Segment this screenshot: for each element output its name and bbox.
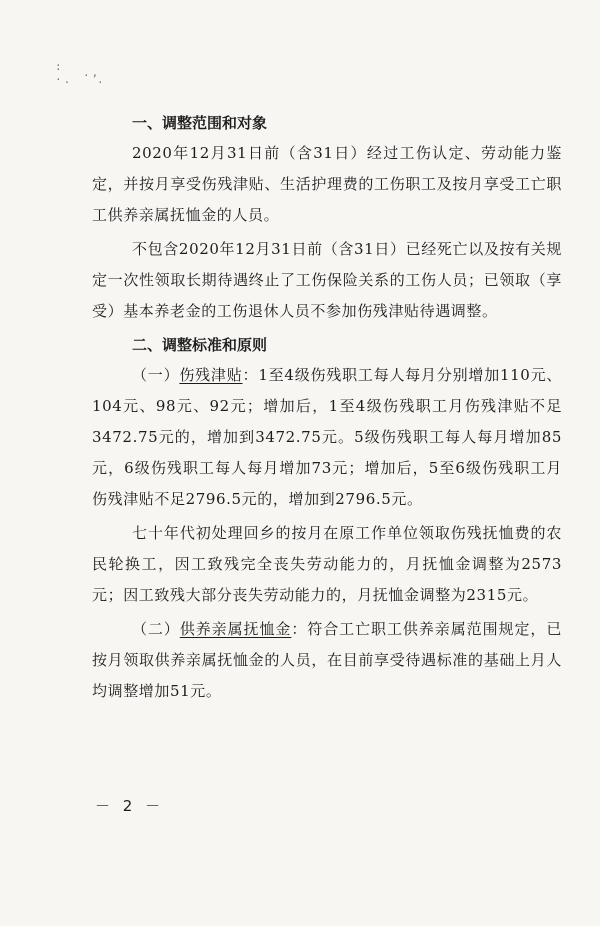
page-number: － 2 －	[95, 797, 165, 815]
item-text: 1至4级伤残职工每人每月分别增加110元、104元、98元、92元；增加后，1至4级伤残职工月伤残津贴不足3472.75元的，增加到3472.75元。5级伤残职工每人每月增加85元，6级伤残职工每人每月增加73元；增加后，5至6级伤残职工月伤残津贴不足2796.5元的，增加到2796.5元。	[92, 366, 562, 508]
item-prefix: （一）	[132, 366, 180, 384]
paragraph-scope-excluded: 不包含2020年12月31日前（含31日）已经死亡以及按有关规定一次性领取长期待遇终止了工伤保险关系的工伤人员；已领取（享受）基本养老金的工伤退休人员不参加伤残津贴待遇调整。	[92, 240, 562, 320]
paragraph-scope-included: 2020年12月31日前（含31日）经过工伤认定、劳动能力鉴定，并按月享受伤残津贴、生活护理费的工伤职工及按月享受工亡职工供养亲属抚恤金的人员。	[92, 144, 562, 224]
item-prefix: （二）	[132, 620, 180, 638]
item-text: 符合工亡职工供养亲属范围规定，已按月领取供养亲属抚恤金的人员，在目前享受待遇标准的基础上月人均调整增加51元。	[92, 620, 562, 700]
paragraph-dependents-pension	[92, 614, 562, 707]
section-heading-standards: 二、调整标准和原则	[132, 336, 268, 354]
document-page: : ·. ., · 一、调整范围和对象 2020年12月31日前（含31日）经过工伤认定、劳动能力鉴定，并按月享受伤残津贴、生活护理费的工伤职工及按月享受工亡职工供养亲属抚恤金的人员。 不包含2020年12月31日前（含31日）已经死亡以及按有关规定一次性领取长期待遇终止了工伤保险关系的工伤人员；已领取（享受）基本养老金的工伤退休人员不参加伤残津贴待遇调整。 二、调整标准和原则 （一）伤残津贴：1至4级伤残职工每人每月分别增加110元、104元、98元、92元；增加后，1至4级伤残职工月伤残津贴不足3472.75元的，增加到3472.75元。5级伤残职工每人每月增加85元，6级伤残职工每人每月增加73元；增加后，5至6级伤残职工月伤残津贴不足2796.5元的，增加到2796.5元。 七十年代初处理回乡的按月在原工作单位领取伤残抚恤费的农民轮换工，因工致残完全丧失劳动能力的，月抚恤金调整为2573元；因工致残大部分丧失劳动能力的，月抚恤金调整为2315元。 （二）供养亲属抚恤金：符合工亡职工供养亲属范围规定，已按月领取供养亲属抚恤金的人员，在目前享受待遇标准的基础上月人均调整增加51元。 － 2 －	[55, 60, 562, 815]
item-label-dependents-pension: 供养亲属抚恤金	[179, 620, 292, 638]
item-colon: ：	[242, 366, 259, 384]
document-body	[92, 108, 562, 707]
item-label-disability-allowance: 伤残津贴	[179, 366, 243, 384]
section-heading-scope: 一、调整范围和对象	[132, 114, 268, 132]
item-colon: ：	[291, 620, 308, 638]
paragraph-rural-workers: 七十年代初处理回乡的按月在原工作单位领取伤残抚恤费的农民轮换工，因工致残完全丧失劳动能力的，月抚恤金调整为2573元；因工致残大部分丧失劳动能力的，月抚恤金调整为2315元。	[92, 524, 562, 604]
paragraph-disability-allowance	[92, 360, 562, 515]
